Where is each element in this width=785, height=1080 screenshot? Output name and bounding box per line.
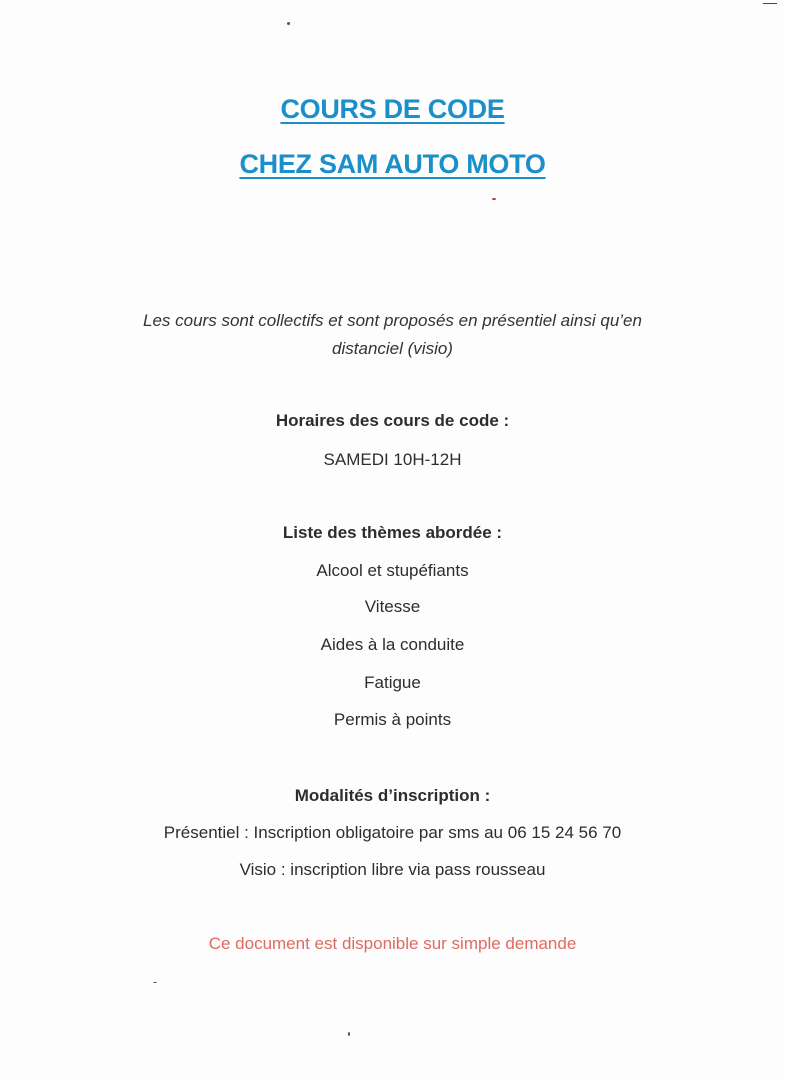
availability-note: Ce document est disponible sur simple demande	[208, 934, 577, 953]
theme-item: Permis à points	[333, 710, 452, 729]
registration-heading: Modalités d’inscription :	[294, 786, 491, 805]
schedule-value: SAMEDI 10H-12H	[323, 450, 462, 469]
scan-speck	[287, 22, 290, 25]
themes-heading: Liste des thèmes abordée :	[282, 523, 503, 542]
page-title-line-2: CHEZ SAM AUTO MOTO	[239, 149, 546, 179]
theme-item: Vitesse	[364, 597, 421, 616]
schedule-heading: Horaires des cours de code :	[275, 411, 510, 430]
theme-item: Aides à la conduite	[320, 635, 465, 654]
registration-in-person: Présentiel : Inscription obligatoire par sms au 06 15 24 56 70	[163, 823, 622, 842]
theme-item: Fatigue	[364, 673, 421, 692]
intro-text-line-1: Les cours sont collectifs et sont proposés en présentiel ainsi qu’en	[143, 311, 642, 330]
scan-speck	[348, 1032, 350, 1036]
scan-edge-mark	[763, 3, 777, 4]
intro-text-line-2: distanciel (visio)	[332, 339, 453, 358]
scan-speck	[153, 982, 157, 983]
page-title-line-1: COURS DE CODE	[280, 94, 505, 124]
theme-item: Alcool et stupéfiants	[316, 561, 469, 580]
scan-speck	[492, 198, 496, 200]
registration-visio: Visio : inscription libre via pass rousseau	[239, 860, 546, 879]
